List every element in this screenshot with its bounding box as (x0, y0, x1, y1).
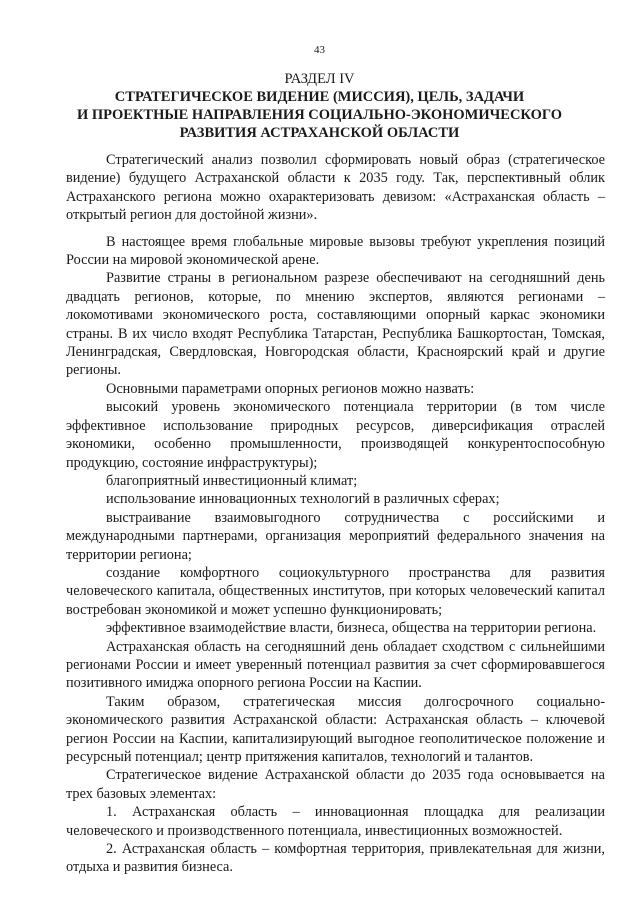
paragraph-vision-intro: Стратегический анализ позволил сформировать новый образ (стратегическое видение) будущего Астраханской области к 2035 году. Так, перспективный облик Астраханского региона можно охарактеризовать девизом: «Астраханская область – открытый регион для достойной жизни». (66, 152, 605, 224)
list-item-cooperation: выстраивание взаимовыгодного сотрудничества с российскими и международными партнерами, организация мероприятий федерального значения на территории региона; (66, 509, 605, 563)
section-heading (60, 70, 579, 142)
paragraph-region-similarity: Астраханская область на сегодняшний день обладает сходством с сильнейшими регионами России и имеет уверенный потенциал развития за счет сформировавшегося позитивного имиджа опорного региона России на Каспии. (66, 638, 605, 692)
list-item-element-1: 1. Астраханская область – инновационная площадка для реализации человеческого и производственного потенциала, инвестиционных возможностей. (66, 804, 605, 839)
paragraph-regional-development: Развитие страны в региональном разрезе обеспечивают на сегодняшний день двадцать регионов, которые, по мнению экспертов, являются регионами – локомотивами экономического роста, составляющими опорный каркас экономики страны. В их число входят Республика Татарстан, Республика Башкортостан, Томская, Ленинградская, Свердловская, Новгородская области, Красноярский край и другие регионы. (66, 270, 605, 379)
body-text (66, 151, 605, 877)
paragraph-parameters-intro: Основными параметрами опорных регионов можно назвать: (106, 380, 475, 397)
section-label: РАЗДЕЛ IV (284, 71, 355, 87)
section-title-line-1: СТРАТЕГИЧЕСКОЕ ВИДЕНИЕ (МИССИЯ), ЦЕЛЬ, ЗАДАЧИ (114, 89, 525, 105)
list-item-investment-climate: благоприятный инвестиционный климат; (106, 472, 358, 489)
page-number: 43 (314, 44, 325, 56)
paragraph-global-challenges: В настоящее время глобальные мировые вызовы требуют укрепления позиций России на мировой экономической арене. (66, 233, 605, 269)
list-item-sociocultural-space: создание комфортного социокультурного пространства для развития человеческого капитала, общественных институтов, при которых человеческий капитал востребован экономикой и может успешно функционировать; (66, 564, 605, 618)
list-item-innovations: использование инновационных технологий в различных сферах; (106, 491, 500, 508)
section-title-line-2: И ПРОЕКТНЫЕ НАПРАВЛЕНИЯ СОЦИАЛЬНО-ЭКОНОМИЧЕСКОГО (77, 107, 562, 123)
paragraph-mission: Таким образом, стратегическая миссия долгосрочного социально-экономического развития Астраханской области: Астраханская область – ключевой регион России на Каспии, капитализирующий выгодное геополитическое положение и ресурсный потенциал; центр притяжения капиталов, технологий и талантов. (66, 693, 605, 765)
list-item-economic-potential: высокий уровень экономического потенциала территории (в том числе эффективное использование природных ресурсов, диверсификация отраслей экономики, особенно промышленности, производящей конкурентоспособную продукцию, состояние инфраструктуры); (66, 399, 605, 471)
section-title-line-3: РАЗВИТИЯ АСТРАХАНСКОЙ ОБЛАСТИ (179, 125, 460, 141)
list-item-interaction: эффективное взаимодействие власти, бизнеса, общества на территории региона. (106, 620, 597, 637)
paragraph-vision-elements: Стратегическое видение Астраханской области до 2035 года основывается на трех базовых элементах: (66, 767, 605, 802)
list-item-element-2: 2. Астраханская область – комфортная территория, привлекательная для жизни, отдыха и развития бизнеса. (66, 841, 605, 876)
